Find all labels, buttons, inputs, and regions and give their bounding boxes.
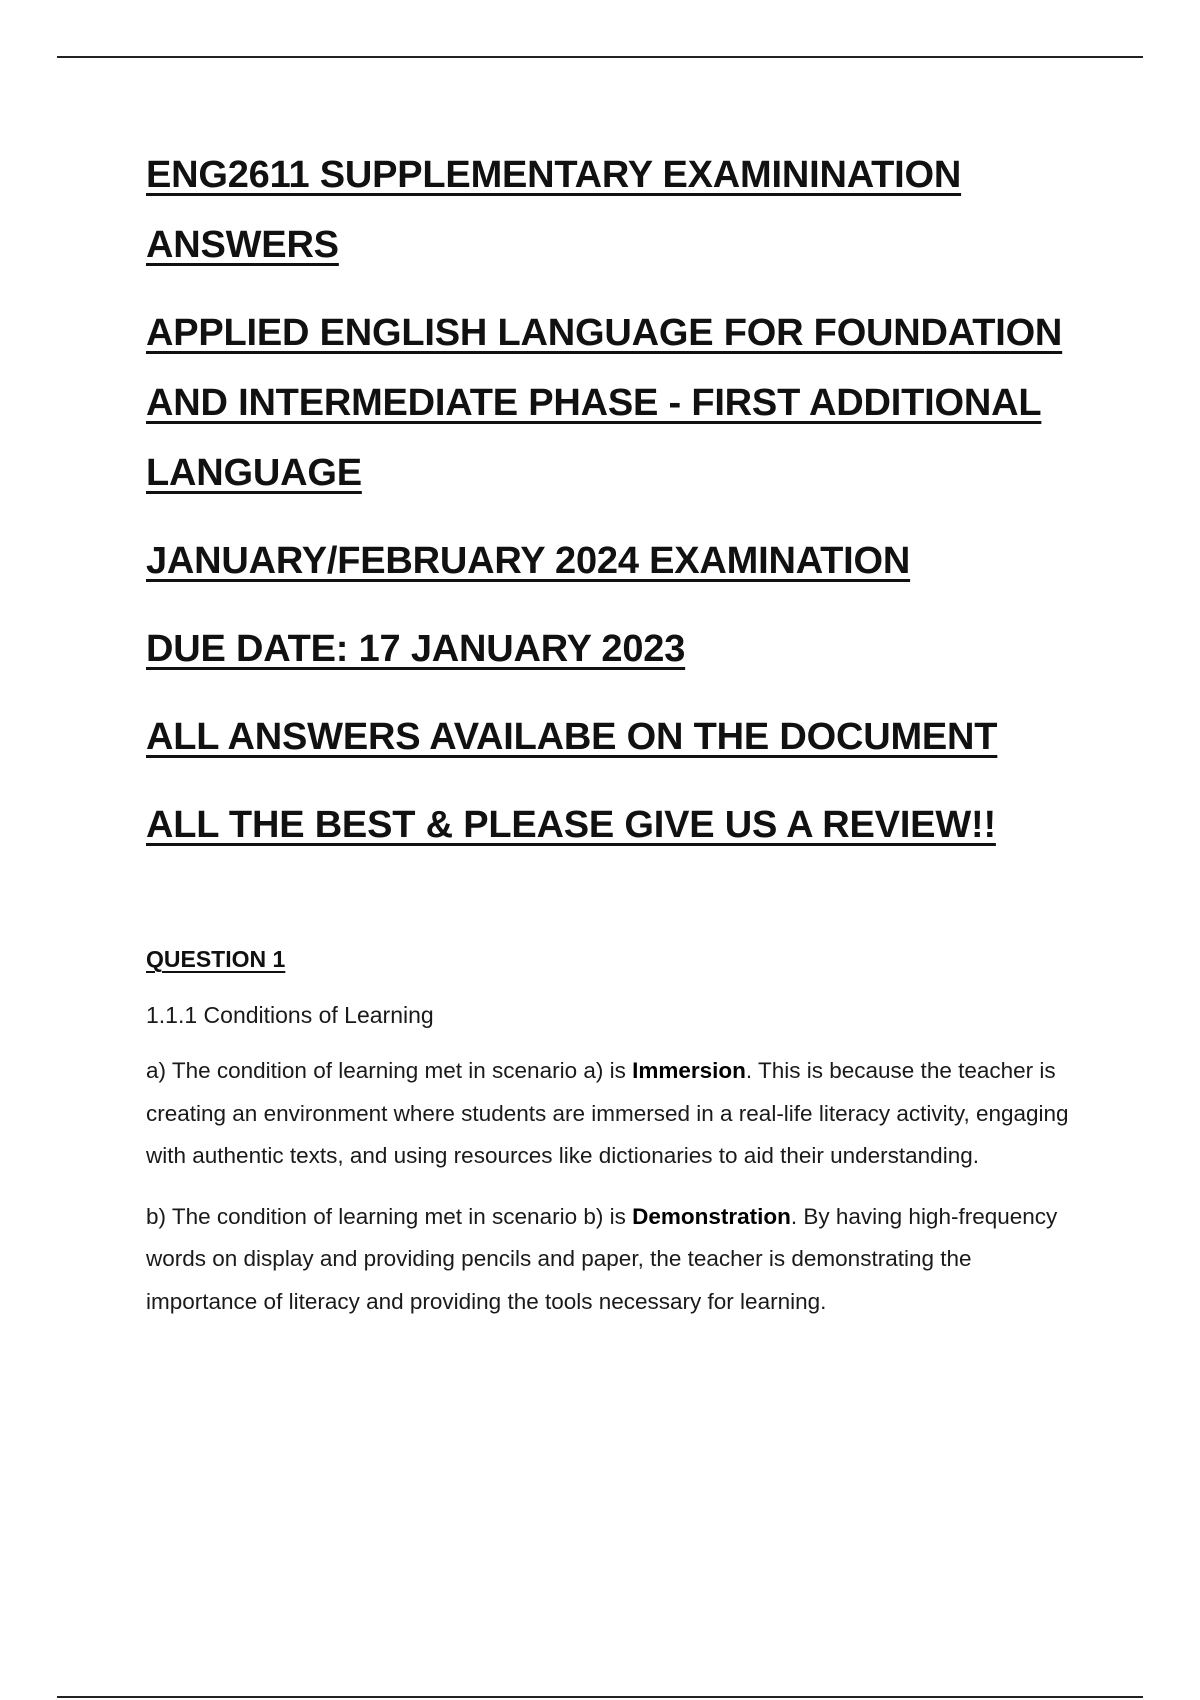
answer-a-paragraph: a) The condition of learning met in scenario a) is Immersion. This is because the teacher is creating an environment where students are immersed in a real-life literacy activity, engaging with authentic texts, and using resources like dictionaries to aid their understanding. [146,1058,1069,1168]
question-title: QUESTION 1 [146,946,286,972]
answer-b-term: Demonstration [632,1203,791,1229]
module-heading: APPLIED ENGLISH LANGUAGE FOR FOUNDATION AND INTERMEDIATE PHASE - FIRST ADDITIONAL LANGUAGE [146,312,1063,494]
exam-session-heading: JANUARY/FEBRUARY 2024 EXAMINATION [146,540,911,582]
review-heading: ALL THE BEST & PLEASE GIVE US A REVIEW!! [146,804,996,846]
answer-a-term: Immersion [632,1058,746,1083]
answer-b-paragraph: b) The condition of learning met in scenario b) is Demonstration. By having high-frequency words on display and providing pencils and paper, the teacher is demonstrating the importance of literacy and providing the tools necessary for learning. [146,1203,1058,1314]
top-rule [57,56,1143,58]
availability-heading: ALL ANSWERS AVAILABE ON THE DOCUMENT [146,716,998,758]
document-body [146,140,1086,1323]
bottom-rule [57,1696,1143,1698]
subsection-title: 1.1.1 Conditions of Learning [146,1002,434,1028]
due-date-heading: DUE DATE: 17 JANUARY 2023 [146,628,686,670]
title-heading: ENG2611 SUPPLEMENTARY EXAMININATION ANSWERS [146,154,962,266]
